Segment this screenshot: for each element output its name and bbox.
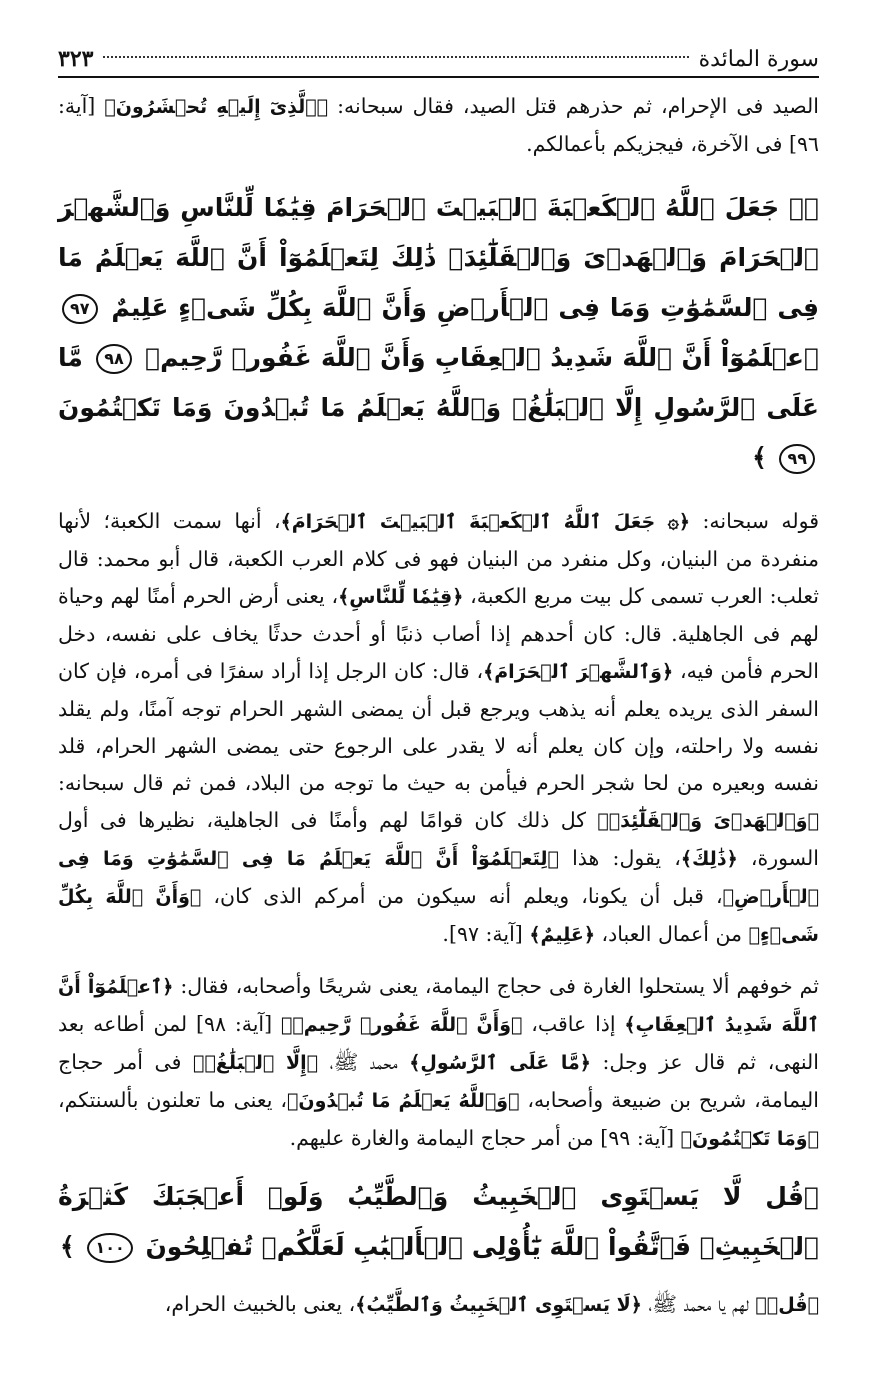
quran-quote: ﴿وَأَنَّ ٱللَّهَ غَفُورٞ رَّحِيمٞ﴾ [280, 1014, 523, 1036]
paragraph-intro [58, 88, 819, 163]
verse-97: جَعَلَ ٱللَّهُ ٱلۡكَعۡبَةَ ٱلۡبَيۡتَ ٱلۡحَرَامَ قِيَٰمٗا لِّلنَّاسِ وَٱلشَّهۡرَ ٱلۡحَرَامَ وَٱلۡهَدۡىَ وَٱلۡقَلَٰٓئِدَۚ ذَٰلِكَ لِتَعۡلَمُوٓاْ أَنَّ ٱللَّهَ يَعۡلَمُ مَا فِى ٱلسَّمَٰوَٰتِ وَمَا فِى ٱلۡأَرۡضِ وَأَنَّ ٱللَّهَ بِكُلِّ شَىۡءٍ عَلِيمٌ [58, 193, 819, 322]
prose-text: [آية: ٩٩] من أمر حجاج اليمامة والغارة عليهم. [289, 1126, 681, 1150]
prose-text: ، يقول: هذا [558, 846, 681, 870]
prose-text: لهم يا محمد ﷺ، [641, 1292, 756, 1316]
surah-title: سورة المائدة [698, 47, 819, 72]
prose-text: قوله سبحانه: [690, 509, 820, 533]
quran-quote: ﴿قُلۡ﴾ [755, 1294, 819, 1316]
quran-verses-97-99 [58, 183, 819, 483]
quran-quote: ﴿قِيَٰمٗا لِّلنَّاسِ﴾ [338, 586, 464, 608]
quran-quote: ﴿وَٱلۡهَدۡىَ وَٱلۡقَلَٰٓئِدَۚ﴾ [597, 810, 819, 832]
verse-98: ٱعۡلَمُوٓاْ أَنَّ ٱللَّهَ شَدِيدُ ٱلۡعِقَابِ وَأَنَّ ٱللَّهَ غَفُورٞ رَّحِيمٞ [145, 343, 819, 372]
quran-quote: ﴿ذَٰلِكَ﴾ [680, 848, 738, 870]
paragraph-commentary-100 [58, 1286, 819, 1324]
quran-quote: ﴿وَٱللَّهُ يَعۡلَمُ مَا تُبۡدُونَ﴾ [286, 1090, 520, 1112]
quran-quote: ﴿إِلَّا ٱلۡبَلَٰغُۗ﴾ [193, 1052, 319, 1074]
page-header [58, 36, 819, 78]
paragraph-commentary-98-99 [58, 968, 819, 1158]
quran-quote: ﴿۞ جَعَلَ ٱللَّهُ ٱلۡكَعۡبَةَ ٱلۡبَيۡتَ ٱلۡحَرَامَ﴾ [280, 511, 691, 533]
verse-99: مَّا عَلَى ٱلرَّسُولِ إِلَّا ٱلۡبَلَٰغُۗ وَٱللَّهُ يَعۡلَمُ مَا تُبۡدُونَ وَمَا تَكۡتُمُونَ [58, 343, 819, 422]
quran-quote: ﴿ٱلَّذِىٓ إِلَيۡهِ تُحۡشَرُونَ﴾ [104, 96, 329, 118]
quran-quote: ﴿وَمَا تَكۡتُمُونَ﴾ [680, 1128, 819, 1150]
paragraph-commentary-97 [58, 503, 819, 954]
quran-quote: ﴿عَلِيمٌ﴾ [529, 924, 595, 946]
verse-open-bracket: ﴿۞ [779, 193, 819, 222]
prose-text: محمد ﷺ، [318, 1050, 410, 1074]
prose-text: ، يعنى أرض الحرم أمنًا لهم وحياة لهم فى الجاهلية. قال: كان أحدهم إذا أصاب ذنبًا أو أحدث حدثًا يخاف على نفسه، دخل الحرم فأمن فيه، [58, 584, 820, 683]
header-dot-leader [103, 50, 688, 58]
prose-text: [آية: ٩٦] فى الآخرة، فيجزيكم بأعمالكم. [58, 94, 819, 156]
verse-open-bracket: ﴿ [803, 1182, 819, 1211]
prose-text: من أعمال العباد، [594, 922, 749, 946]
verse-number-97: ٩٧ [62, 294, 98, 324]
verse-number-99: ٩٩ [779, 444, 815, 474]
verse-number-100: ١٠٠ [87, 1233, 132, 1263]
prose-text: فى أمر حجاج اليمامة، شريح بن ضبيعة وأصحابه، [58, 1050, 819, 1112]
quran-quote: ﴿وَأَنَّ ٱللَّهَ بِكُلِّ شَىۡءٍ﴾ [58, 886, 819, 946]
prose-text: الصيد فى الإحرام، ثم حذرهم قتل الصيد، فقال سبحانه: [328, 94, 819, 118]
quran-quote: ﴿مَّا عَلَى ٱلرَّسُولِ﴾ [409, 1052, 591, 1074]
prose-text: [آية: ٩٨] لمن أطاعه بعد النهى، ثم قال عز وجل: [58, 1012, 819, 1074]
prose-text: [آية: ٩٧]. [442, 922, 530, 946]
prose-text: ، قبل أن يكونا، ويعلم أنه سيكون من أمركم الذى كان، [201, 884, 723, 908]
prose-text: ثم خوفهم ألا يستحلوا الغارة فى حجاج اليمامة، يعنى شريحًا وأصحابه، فقال: [173, 974, 819, 998]
prose-text: إذا عاقب، [522, 1012, 625, 1036]
verse-number-98: ٩٨ [96, 344, 132, 374]
quran-quote: ﴿لِتَعۡلَمُوٓاْ أَنَّ ٱللَّهَ يَعۡلَمُ مَا فِى ٱلسَّمَٰوَٰتِ وَمَا فِى ٱلۡأَرۡضِ﴾ [58, 848, 819, 908]
verse-100: قُل لَّا يَسۡتَوِى ٱلۡخَبِيثُ وَٱلطَّيِّبُ وَلَوۡ أَعۡجَبَكَ كَثۡرَةُ ٱلۡخَبِيثِۚ فَٱتَّقُواْ ٱللَّهَ يَٰٓأُوْلِى ٱلۡأَلۡبَٰبِ لَعَلَّكُمۡ تُفۡلِحُونَ [58, 1182, 819, 1261]
prose-text: ، قال: كان الرجل إذا أراد سفرًا فى أمره، فإن كان السفر الذى يريده يعلم أنه يذهب ويرجع قبل أن يمضى الشهر الحرام توجه آمنًا، ولم يقلد نفسه ولا راحلته، وإن كان يعلم أنه لا يقدر على الرجوع حتى يمضى الشهر الحرام، قلد نفسه وبعيره من لحا شجر الحرم فيأمن به حيث ما توجه من البلاد، فمن ثم قال سبحانه: [58, 659, 819, 795]
quran-quote: ﴿لَا يَسۡتَوِى ٱلۡخَبِيثُ وَٱلطَّيِّبُ﴾ [355, 1294, 642, 1316]
prose-text: ، أنها سمت الكعبة؛ لأنها منفردة من البنيان، وكل منفرد من البنيان فهو فى كلام العرب الكعبة، قال أبو محمد: قال ثعلب: العرب تسمى كل بيت مربع الكعبة، [58, 509, 819, 608]
prose-text: ، يعنى ما تعلنون بألسنتكم، [58, 1088, 287, 1112]
verse-close-bracket: ﴾ [752, 443, 767, 472]
prose-text: كل ذلك كان قوامًا لهم وأمنًا فى الجاهلية، نظيرها فى أول السورة، [58, 808, 819, 870]
quran-quote: ﴿وَٱلشَّهۡرَ ٱلۡحَرَامَ﴾ [483, 661, 674, 683]
quran-verse-100 [58, 1172, 819, 1272]
prose-text: ، يعنى بالخبيث الحرام، [164, 1292, 356, 1316]
quran-quote: ﴿ٱعۡلَمُوٓاْ أَنَّ ٱللَّهَ شَدِيدُ ٱلۡعِقَابِ﴾ [58, 976, 819, 1036]
verse-close-bracket: ﴾ [60, 1232, 75, 1261]
page-number: ٣٢٣ [58, 46, 94, 72]
